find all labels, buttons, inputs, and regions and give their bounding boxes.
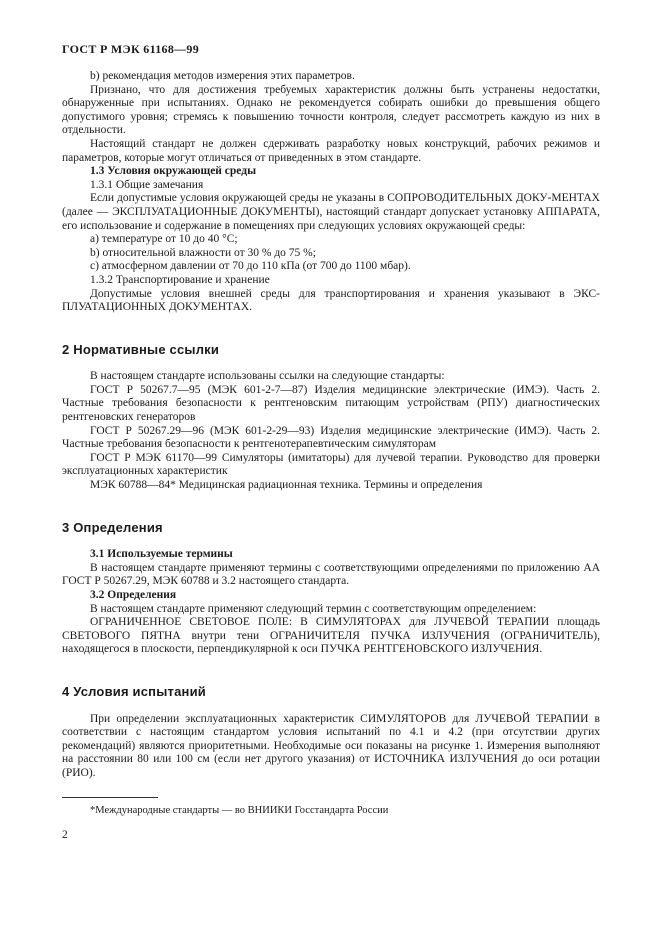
paragraph: Если допустимые условия окружающей среды не указаны в СОПРОВОДИТЕЛЬНЫХ ДОКУ-МЕНТАХ (далее — ЭКСПЛУАТАЦИОННЫЕ ДОКУМЕНТЫ), настоящий стандарт допускает установку АППАРАТА, его использование и содержание в помещениях при следующих условиях окружающей среды:	[62, 192, 600, 232]
reference-item: ГОСТ Р МЭК 61170—99 Симуляторы (имитаторы) для лучевой терапии. Руководство для проверки эксплуатационных характеристик	[62, 451, 600, 478]
document-body	[62, 70, 600, 781]
paragraph: В настоящем стандарте использованы ссылки на следующие стандарты:	[90, 370, 445, 383]
reference-item: МЭК 60788—84* Медицинская радиационная техника. Термины и определения	[90, 479, 483, 492]
paragraph: Допустимые условия внешней среды для транспортирования и хранения указывают в ЭКС-ПЛУАТАЦИОННЫХ ДОКУМЕНТАХ.	[62, 287, 600, 314]
paragraph: Настоящий стандарт не должен сдерживать разработку новых конструкций, рабочих режимов и параметров, которые могут отличаться от приведенных в этом стандарте.	[62, 137, 600, 164]
paragraph: ОГРАНИЧЕННОЕ СВЕТОВОЕ ПОЛЕ: В СИМУЛЯТОРАХ для ЛУЧЕВОЙ ТЕРАПИИ площадь СВЕТОВОГО ПЯТНА внутри тени ОГРАНИЧИТЕЛЯ ПУЧКА ИЗЛУЧЕНИЯ (ОГРАНИЧИТЕЛЬ), находящегося в плоскости, перпендикулярной к оси ПУЧКА РЕНТГЕНОВСКОГО ИЗЛУЧЕНИЯ.	[62, 616, 600, 656]
section-title-3: 3 Определения	[62, 519, 163, 535]
paragraph: В настоящем стандарте применяют следующий термин с соответствующим определением:	[90, 602, 537, 615]
subsection-title-3-1: 3.1 Используемые термины	[90, 548, 233, 561]
subsection-title-1-3: 1.3 Условия окружающей среды	[90, 165, 257, 178]
list-item: a) температуре от 10 до 40 °С;	[90, 233, 238, 246]
paragraph: При определении эксплуатационных характеристик СИМУЛЯТОРОВ для ЛУЧЕВОЙ ТЕРАПИИ в соответствии с настоящим стандартом условия испытаний по 4.1 и 4.2 (при отсутствии других рекомендаций) являются приоритетными. Необходимые оси показаны на рисунке 1. Измерения выполняют на расстоянии 80 или 100 см (если нет другого указания) от ИСТОЧНИКА ИЗЛУЧЕНИЯ до оси ротации (РИО).	[62, 712, 600, 779]
subsection-title-3-2: 3.2 Определения	[90, 589, 177, 601]
section-title-4: 4 Условия испытаний	[62, 683, 206, 699]
list-item: b) относительной влажности от 30 % до 75 %;	[90, 246, 316, 259]
document-header: ГОСТ Р МЭК 61168—99	[62, 42, 200, 56]
section-title-2: 2 Нормативные ссылки	[62, 341, 220, 357]
paragraph: b) рекомендация методов измерения этих параметров.	[90, 70, 355, 82]
page-number: 2	[62, 829, 68, 841]
footnote: *Международные стандарты — во ВНИИКИ Госстандарта России	[90, 805, 389, 816]
reference-item: ГОСТ Р 50267.7—95 (МЭК 601-2-7—87) Изделия медицинские электрические (ИМЭ). Часть 2. Частные требования безопасности к рентгеновским питающим устройствам (РПУ) диагностических рентгеновских генераторов	[62, 383, 600, 424]
footnote-divider	[62, 797, 158, 798]
subsection-title-1-3-1: 1.3.1 Общие замечания	[90, 178, 204, 191]
paragraph: Признано, что для достижения требуемых характеристик должны быть устранены недостатки, обнаруженные при испытаниях. Однако не рекомендуется собирать ошибки до превышения общего допустимого уровня; стремясь к повышению точности контроля, следует рассмотреть каждую из них в отдельности.	[62, 83, 600, 137]
paragraph: В настоящем стандарте применяют термины с соответствующими определениями по приложению АА ГОСТ Р 50267.29, МЭК 60788 и 3.2 настоящего стандарта.	[62, 561, 600, 588]
reference-item: ГОСТ Р 50267.29—96 (МЭК 601-2-29—93) Изделия медицинские электрические (ИМЭ). Часть 2. Частные требования безопасности к рентгенотерапевтическим симуляторам	[62, 424, 600, 451]
subsection-title-1-3-2: 1.3.2 Транспортирование и хранение	[90, 273, 270, 286]
list-item: c) атмосферном давлении от 70 до 110 кПа (от 700 до 1100 мбар).	[90, 260, 411, 273]
